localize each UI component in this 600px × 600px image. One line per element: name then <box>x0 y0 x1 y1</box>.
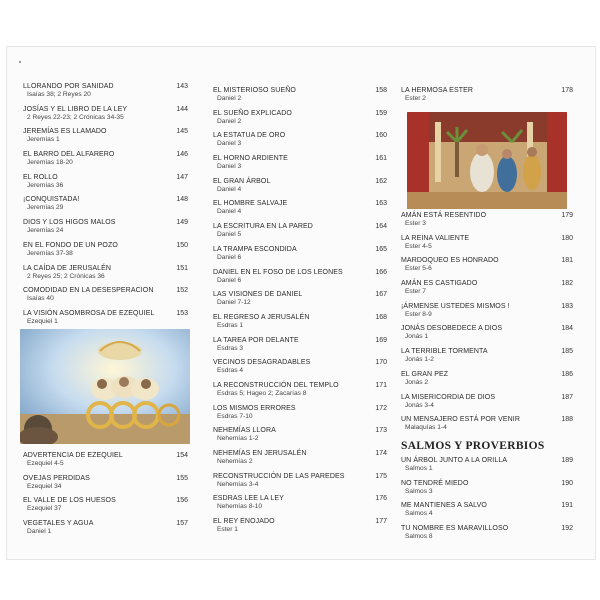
toc-entry-page-number: 160 <box>375 132 387 140</box>
toc-entry <box>213 404 387 428</box>
toc-entry <box>23 242 188 265</box>
toc-entry-reference: Isaías 38; 2 Reyes 20 <box>27 91 91 98</box>
toc-entry-reference: Esdras 5; Hageo 2; Zacarías 8 <box>217 389 307 397</box>
toc-entry <box>213 518 387 541</box>
toc-entry-reference: Daniel 4 <box>217 185 242 193</box>
toc-entry-title: EL SUEÑO EXPLICADO <box>213 109 292 117</box>
toc-entry-page-number: 185 <box>561 348 573 356</box>
toc-entry-title: LA RECONSTRUCCIÓN DEL TEMPLO <box>213 381 339 389</box>
toc-entry <box>213 472 387 496</box>
toc-entry-reference: Malaquías 1-4 <box>405 424 447 432</box>
toc-entry-page-number: 154 <box>176 452 188 459</box>
toc-entry-page-number: 144 <box>176 105 188 113</box>
toc-entry-reference: Ester 4-5 <box>405 242 432 250</box>
toc-entry-title: EL HORNO ARDIENTE <box>213 155 288 163</box>
toc-entry <box>401 371 573 394</box>
toc-entry-reference: Esdras 7-10 <box>217 412 253 420</box>
toc-entry-reference: Esdras 3 <box>217 344 244 352</box>
toc-entry-title: LA CAÍDA DE JERUSALÉN <box>23 264 112 272</box>
toc-entry-title: TU NOMBRE ES MARAVILLOSO <box>401 525 509 533</box>
toc-entry <box>401 348 573 371</box>
toc-entry-reference: Jonás 1 <box>405 333 429 341</box>
toc-entry <box>401 235 573 258</box>
toc-entry-reference: 2 Reyes 25; 2 Crónicas 36 <box>27 272 105 280</box>
toc-entry-reference: Ezequiel 1 <box>27 317 58 325</box>
toc-entry-page-number: 181 <box>561 257 573 265</box>
toc-entry <box>401 303 573 326</box>
toc-entry-title: ME MANTIENES A SALVO <box>401 502 487 510</box>
toc-entry-page-number: 170 <box>375 359 387 367</box>
toc-entry <box>213 109 387 133</box>
toc-entry-page-number: 178 <box>561 87 573 94</box>
toc-entry-reference: Esdras 4 <box>217 367 244 375</box>
toc-entry-reference: Jeremías 18-20 <box>27 159 73 167</box>
toc-entry <box>213 359 387 382</box>
toc-entry-reference: Ester 7 <box>405 288 426 296</box>
toc-entry <box>401 525 573 548</box>
toc-entry <box>213 291 387 314</box>
toc-entry <box>401 457 573 480</box>
toc-entry <box>23 174 188 197</box>
toc-entry-reference: Jonás 3-4 <box>405 401 434 409</box>
toc-entry <box>213 155 387 178</box>
toc-list-col3-top <box>401 87 573 110</box>
toc-entry-page-number: 145 <box>176 128 188 136</box>
toc-entry-reference: Daniel 7-12 <box>217 299 251 307</box>
toc-entry-page-number: 164 <box>375 223 387 231</box>
toc-entry-reference: Nehemías 1-2 <box>217 435 259 443</box>
toc-entry-reference: Ezequiel 34 <box>27 482 62 490</box>
toc-entry <box>23 83 188 106</box>
book-page <box>6 46 596 560</box>
toc-entry-title: AMÁN ES CASTIGADO <box>401 280 478 288</box>
toc-entry-page-number: 177 <box>375 518 387 526</box>
toc-entry-page-number: 146 <box>176 151 188 159</box>
toc-entry-reference: Ester 5-6 <box>405 265 432 273</box>
toc-entry-page-number: 159 <box>375 109 387 117</box>
toc-list-col3-mid <box>401 212 573 439</box>
toc-entry-reference: Salmos 3 <box>405 487 433 495</box>
toc-entry-page-number: 189 <box>561 457 573 464</box>
toc-entry-reference: Ezequiel 37 <box>27 505 62 513</box>
toc-entry-reference: Jeremías 29 <box>27 204 64 212</box>
toc-entry-reference: Daniel 3 <box>217 140 242 148</box>
toc-entry-title: LLORANDO POR SANIDAD <box>23 83 114 90</box>
toc-entry-page-number: 152 <box>176 287 188 295</box>
toc-entry <box>213 177 387 201</box>
toc-entry <box>23 287 188 310</box>
toc-entry <box>213 427 387 450</box>
toc-entry <box>23 475 188 498</box>
toc-entry <box>401 394 573 417</box>
toc-entry-page-number: 186 <box>561 370 573 378</box>
toc-entry <box>401 416 573 439</box>
toc-column-2 <box>213 87 387 541</box>
toc-entry-page-number: 183 <box>561 302 573 310</box>
toc-entry <box>213 381 387 405</box>
toc-entry-title: NEHEMÍAS LLORA <box>213 427 276 435</box>
toc-entry-title: AMÁN ESTÁ RESENTIDO <box>401 212 487 219</box>
toc-entry-title: MARDOQUEO ES HONRADO <box>401 257 499 265</box>
toc-entry <box>213 223 387 246</box>
toc-entry-title: EN EL FONDO DE UN POZO <box>23 241 118 249</box>
toc-entry-reference: Ester 8-9 <box>405 310 432 318</box>
toc-entry-page-number: 162 <box>375 177 387 185</box>
ezekiel-vision-illustration <box>20 329 190 444</box>
toc-entry-reference: Daniel 6 <box>217 253 242 261</box>
toc-entry-page-number: 149 <box>176 219 188 227</box>
toc-entry-title: EL REY ENOJADO <box>213 518 275 526</box>
toc-entry-title: OVEJAS PERDIDAS <box>23 474 90 482</box>
toc-entry-page-number: 166 <box>375 268 387 276</box>
toc-entry-title: DANIEL EN EL FOSO DE LOS LEONES <box>213 268 343 276</box>
toc-entry-reference: 2 Reyes 22-23; 2 Crónicas 34-35 <box>27 113 124 121</box>
toc-entry-page-number: 153 <box>176 309 188 317</box>
page-mark <box>19 61 21 63</box>
toc-entry-title: EL GRAN PEZ <box>401 370 449 378</box>
toc-entry-reference: Ester 1 <box>217 526 238 534</box>
toc-entry-title: EL BARRO DEL ALFARERO <box>23 151 115 159</box>
toc-entry <box>401 502 573 525</box>
toc-entry-reference: Salmos 4 <box>405 510 433 518</box>
toc-entry-page-number: 182 <box>561 280 573 288</box>
toc-entry-reference: Jeremías 24 <box>27 227 64 235</box>
toc-entry-reference: Jeremías 36 <box>27 181 64 189</box>
toc-entry <box>401 212 573 235</box>
toc-entry-page-number: 161 <box>375 155 387 163</box>
toc-entry-title: UN ÁRBOL JUNTO A LA ORILLA <box>401 457 508 464</box>
toc-entry <box>213 245 387 269</box>
toc-entry <box>23 196 188 219</box>
toc-entry-page-number: 147 <box>176 173 188 181</box>
toc-entry-title: LA VISIÓN ASOMBROSA DE EZEQUIEL <box>23 309 155 317</box>
toc-entry-reference: Jonás 1-2 <box>405 356 434 364</box>
toc-entry <box>401 325 573 348</box>
toc-entry-reference: Salmos 1 <box>405 465 433 472</box>
toc-entry <box>213 268 387 292</box>
toc-entry-title: RECONSTRUCCIÓN DE LAS PAREDES <box>213 472 345 480</box>
toc-entry <box>401 257 573 280</box>
toc-entry-page-number: 176 <box>375 495 387 503</box>
toc-entry <box>23 219 188 242</box>
toc-entry <box>213 87 387 110</box>
toc-entry-reference: Ester 3 <box>405 220 426 227</box>
toc-entry-page-number: 157 <box>176 520 188 528</box>
toc-entry-title: JEREMÍAS ES LLAMADO <box>23 128 107 136</box>
toc-entry <box>23 106 188 129</box>
toc-entry-title: UN MENSAJERO ESTÁ POR VENIR <box>401 416 520 424</box>
toc-entry-title: NEHEMÍAS EN JERUSALÉN <box>213 450 307 457</box>
toc-entry-reference: Nehemías 2 <box>217 458 253 465</box>
toc-entry-reference: Daniel 3 <box>217 163 242 171</box>
toc-entry <box>213 200 387 223</box>
toc-entry-page-number: 168 <box>375 313 387 321</box>
toc-entry-page-number: 172 <box>375 404 387 412</box>
toc-entry-title: ¡ÁRMENSE USTEDES MISMOS ! <box>401 302 510 310</box>
toc-entry-title: LOS MISMOS ERRORES <box>213 404 296 412</box>
toc-entry-reference: Nehemías 3-4 <box>217 480 259 488</box>
toc-entry-title: DIOS Y LOS HIGOS MALOS <box>23 219 116 227</box>
toc-entry-page-number: 143 <box>176 83 188 90</box>
toc-entry-title: LA MISERICORDIA DE DIOS <box>401 393 496 401</box>
toc-entry <box>213 336 387 360</box>
toc-column-1 <box>23 83 188 333</box>
toc-entry-page-number: 165 <box>375 245 387 253</box>
toc-entry-page-number: 174 <box>375 450 387 457</box>
toc-entry-title: LA ESCRITURA EN LA PARED <box>213 223 313 231</box>
section-heading: SALMOS Y PROVERBIOS <box>401 440 545 452</box>
toc-entry-title: EL MISTERIOSO SUEÑO <box>213 87 296 94</box>
toc-entry-reference: Jeremías 1 <box>27 136 60 144</box>
toc-entry-title: ESDRAS LEE LA LEY <box>213 495 284 503</box>
toc-entry-title: JOSÍAS Y EL LIBRO DE LA LEY <box>23 105 128 113</box>
toc-entry-reference: Ester 2 <box>405 95 426 102</box>
toc-entry-title: VECINOS DESAGRADABLES <box>213 359 311 367</box>
toc-entry-page-number: 148 <box>176 196 188 204</box>
toc-entry-reference: Jonás 2 <box>405 378 429 386</box>
toc-entry-page-number: 188 <box>561 416 573 424</box>
toc-entry-title: JONÁS DESOBEDECE A DIOS <box>401 325 503 333</box>
toc-entry <box>213 495 387 518</box>
toc-entry-title: LA HERMOSA ESTER <box>401 87 474 94</box>
toc-entry-reference: Nehemías 8-10 <box>217 503 263 511</box>
toc-entry-page-number: 163 <box>375 200 387 208</box>
toc-entry-reference: Daniel 2 <box>217 95 242 102</box>
toc-entry-page-number: 167 <box>375 291 387 299</box>
toc-entry-reference: Daniel 5 <box>217 231 242 239</box>
toc-entry-page-number: 191 <box>561 502 573 510</box>
toc-entry-reference: Esdras 1 <box>217 321 244 329</box>
toc-entry <box>401 480 573 503</box>
toc-entry-title: NO TENDRÉ MIEDO <box>401 479 469 487</box>
toc-entry-title: LA REINA VALIENTE <box>401 234 470 242</box>
toc-entry <box>213 313 387 337</box>
toc-entry <box>23 452 188 475</box>
toc-entry-reference: Salmos 8 <box>405 533 433 541</box>
toc-list-col3-bottom <box>401 457 573 548</box>
toc-column-3-mid <box>401 212 573 439</box>
toc-entry <box>23 520 188 543</box>
toc-entry-title: LAS VISIONES DE DANIEL <box>213 291 303 299</box>
toc-entry-page-number: 179 <box>561 212 573 219</box>
toc-entry-title: ADVERTENCIA DE EZEQUIEL <box>23 452 123 459</box>
toc-entry-reference: Daniel 4 <box>217 208 242 216</box>
toc-entry <box>401 87 573 110</box>
toc-entry <box>23 497 188 520</box>
toc-entry-page-number: 192 <box>561 525 573 533</box>
toc-entry-title: VEGETALES Y AGUA <box>23 520 94 528</box>
toc-list-col1-top <box>23 83 188 333</box>
toc-entry-page-number: 171 <box>375 381 387 389</box>
toc-entry-page-number: 158 <box>375 87 387 94</box>
toc-entry-page-number: 156 <box>176 497 188 505</box>
toc-entry-page-number: 184 <box>561 325 573 333</box>
toc-entry-title: EL VALLE DE LOS HUESOS <box>23 497 116 505</box>
toc-entry-title: LA ESTATUA DE ORO <box>213 132 286 140</box>
toc-entry <box>213 132 387 155</box>
toc-entry-title: LA TERRIBLE TORMENTA <box>401 348 488 356</box>
esther-palace-illustration <box>407 112 567 209</box>
toc-entry-page-number: 180 <box>561 234 573 242</box>
toc-column-3-bottom <box>401 457 573 548</box>
toc-column-3 <box>401 87 573 110</box>
toc-column-1-lower <box>23 452 188 543</box>
toc-entry-page-number: 175 <box>375 472 387 480</box>
toc-entry-page-number: 190 <box>561 479 573 487</box>
toc-entry-reference: Jeremías 37-38 <box>27 249 73 257</box>
toc-entry-page-number: 155 <box>176 474 188 482</box>
toc-entry-reference: Daniel 1 <box>27 528 52 536</box>
toc-entry <box>401 280 573 303</box>
toc-entry-title: COMODIDAD EN LA DESESPERACION <box>23 287 154 295</box>
toc-entry <box>213 450 387 473</box>
toc-entry-title: LA TAREA POR DELANTE <box>213 336 299 344</box>
toc-list-col1-bottom <box>23 452 188 543</box>
toc-entry-reference: Ezequiel 4-5 <box>27 460 64 467</box>
toc-entry-title: EL REGRESO A JERUSALÉN <box>213 313 310 321</box>
toc-entry-title: EL ROLLO <box>23 173 58 181</box>
toc-entry-title: ¡CONQUISTADA! <box>23 196 80 204</box>
toc-list-col2 <box>213 87 387 541</box>
toc-entry <box>23 151 188 174</box>
toc-entry-page-number: 173 <box>375 427 387 435</box>
toc-entry-reference: Daniel 6 <box>217 276 242 284</box>
toc-entry-page-number: 169 <box>375 336 387 344</box>
toc-entry-reference: Isaías 40 <box>27 295 54 303</box>
toc-entry-reference: Daniel 2 <box>217 117 242 125</box>
toc-entry-page-number: 151 <box>176 264 188 272</box>
toc-entry-title: LA TRAMPA ESCONDIDA <box>213 245 297 253</box>
toc-entry-title: EL HOMBRE SALVAJE <box>213 200 288 208</box>
toc-entry <box>23 265 188 288</box>
toc-entry-page-number: 187 <box>561 393 573 401</box>
toc-entry <box>23 128 188 151</box>
toc-entry-page-number: 150 <box>176 241 188 249</box>
toc-entry-title: EL GRAN ÁRBOL <box>213 177 271 185</box>
